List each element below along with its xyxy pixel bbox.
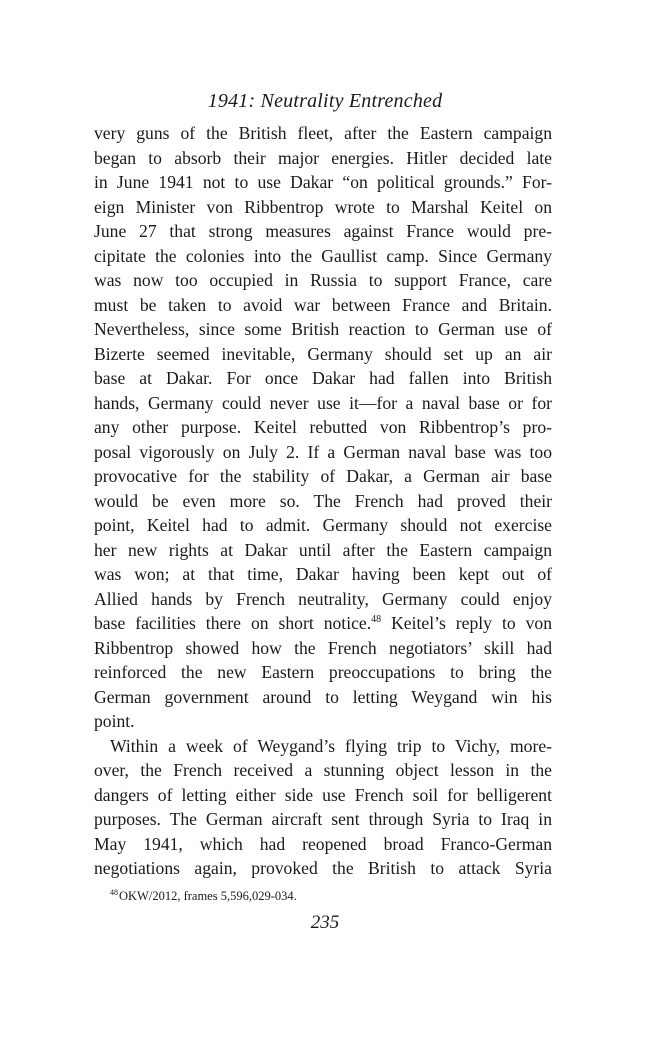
text-line: [94, 562, 552, 587]
text-line-content: any other purpose. Keitel rebutted von Ribbentrop’s pro-: [94, 417, 552, 437]
text-line-content: must be taken to avoid war between France and Britain.: [94, 294, 552, 315]
text-line-content: German government around to letting Weygand win his: [94, 686, 552, 707]
text-line-content: Within a week of Weygand’s flying trip to Vichy, more-: [110, 735, 552, 756]
footnote-text: OKW/2012, frames 5,596,029-034.: [119, 889, 297, 903]
text-line: [94, 391, 552, 416]
text-line-content: over, the French received a stunning object lesson in the: [94, 760, 552, 780]
text-line: [94, 513, 552, 538]
text-line-content: was won; at that time, Dakar having been kept out of: [94, 564, 552, 584]
text-line-content: her new rights at Dakar until after the Eastern campaign: [94, 539, 552, 560]
text-line-content: Nevertheless, since some British reaction to German use of: [94, 319, 552, 339]
text-line-content: base at Dakar. For once Dakar had fallen into British: [94, 368, 552, 388]
text-line-content: in June 1941 not to use Dakar “on political grounds.” For-: [94, 172, 552, 192]
text-line: [94, 268, 552, 293]
text-line: [94, 734, 552, 759]
text-line: [94, 758, 552, 783]
text-line-continuation: Keitel’s reply to von: [381, 613, 553, 633]
text-line-content: reinforced the new Eastern preoccupations to bring the: [94, 662, 552, 682]
text-line-content: point, Keitel had to admit. Germany should not exercise: [94, 515, 552, 535]
text-line: [94, 636, 552, 661]
text-line-content: posal vigorously on July 2. If a German naval base was too: [94, 441, 552, 462]
text-line-content: negotiations again, provoked the British to attack Syria: [94, 858, 552, 878]
text-line: [94, 219, 552, 244]
text-line: [94, 440, 552, 465]
text-line-content: would be even more so. The French had proved their: [94, 490, 552, 511]
text-line: [94, 366, 552, 391]
text-line: [94, 660, 552, 685]
text-line: [94, 856, 552, 881]
text-line: [94, 807, 552, 832]
text-line: [94, 611, 552, 636]
text-line: [94, 587, 552, 612]
footnote-mark: 48: [110, 888, 118, 897]
text-line-content: June 27 that strong measures against France would pre-: [94, 221, 552, 241]
text-line-content: base facilities there on short notice.: [94, 613, 372, 633]
footnote-reference: 48: [371, 614, 382, 626]
text-line: [94, 832, 552, 857]
text-line-content: point.: [94, 711, 135, 731]
text-line: [94, 121, 552, 146]
text-line-content: May 1941, which had reopened broad Franco-German: [94, 833, 552, 854]
text-line: [94, 685, 552, 710]
text-line: [94, 538, 552, 563]
text-line: [94, 244, 552, 269]
text-line: [94, 317, 552, 342]
text-line-content: Ribbentrop showed how the French negotiators’ skill had: [94, 637, 552, 658]
text-line-content: Bizerte seemed inevitable, Germany should set up an air: [94, 343, 552, 364]
text-line: [94, 489, 552, 514]
text-line-content: was now too occupied in Russia to support France, care: [94, 270, 552, 290]
body-text: [94, 121, 552, 881]
text-line-content: Allied hands by French neutrality, Germany could enjoy: [94, 588, 552, 609]
text-line-content: purposes. The German aircraft sent through Syria to Iraq in: [94, 809, 552, 829]
page-number: 235: [310, 912, 340, 933]
text-line: [94, 146, 552, 171]
text-line-content: began to absorb their major energies. Hitler decided late: [94, 147, 552, 168]
text-line: [94, 342, 552, 367]
text-line-content: very guns of the British fleet, after the Eastern campaign: [94, 123, 552, 143]
text-line: [94, 415, 552, 440]
text-line-content: hands, Germany could never use it—for a naval base or for: [94, 392, 552, 413]
text-line-content: provocative for the stability of Dakar, a German air base: [94, 466, 552, 486]
footnote: [110, 888, 297, 904]
text-line: [94, 170, 552, 195]
running-head: 1941: Neutrality Entrenched: [207, 90, 443, 112]
text-line-content: eign Minister von Ribbentrop wrote to Marshal Keitel on: [94, 196, 552, 217]
text-line: [94, 293, 552, 318]
text-line-content: dangers of letting either side use French soil for belligerent: [94, 784, 552, 805]
text-line: [94, 709, 552, 734]
text-line: [94, 464, 552, 489]
text-line: [94, 195, 552, 220]
text-line: [94, 783, 552, 808]
text-line-content: cipitate the colonies into the Gaullist camp. Since Germany: [94, 245, 552, 266]
